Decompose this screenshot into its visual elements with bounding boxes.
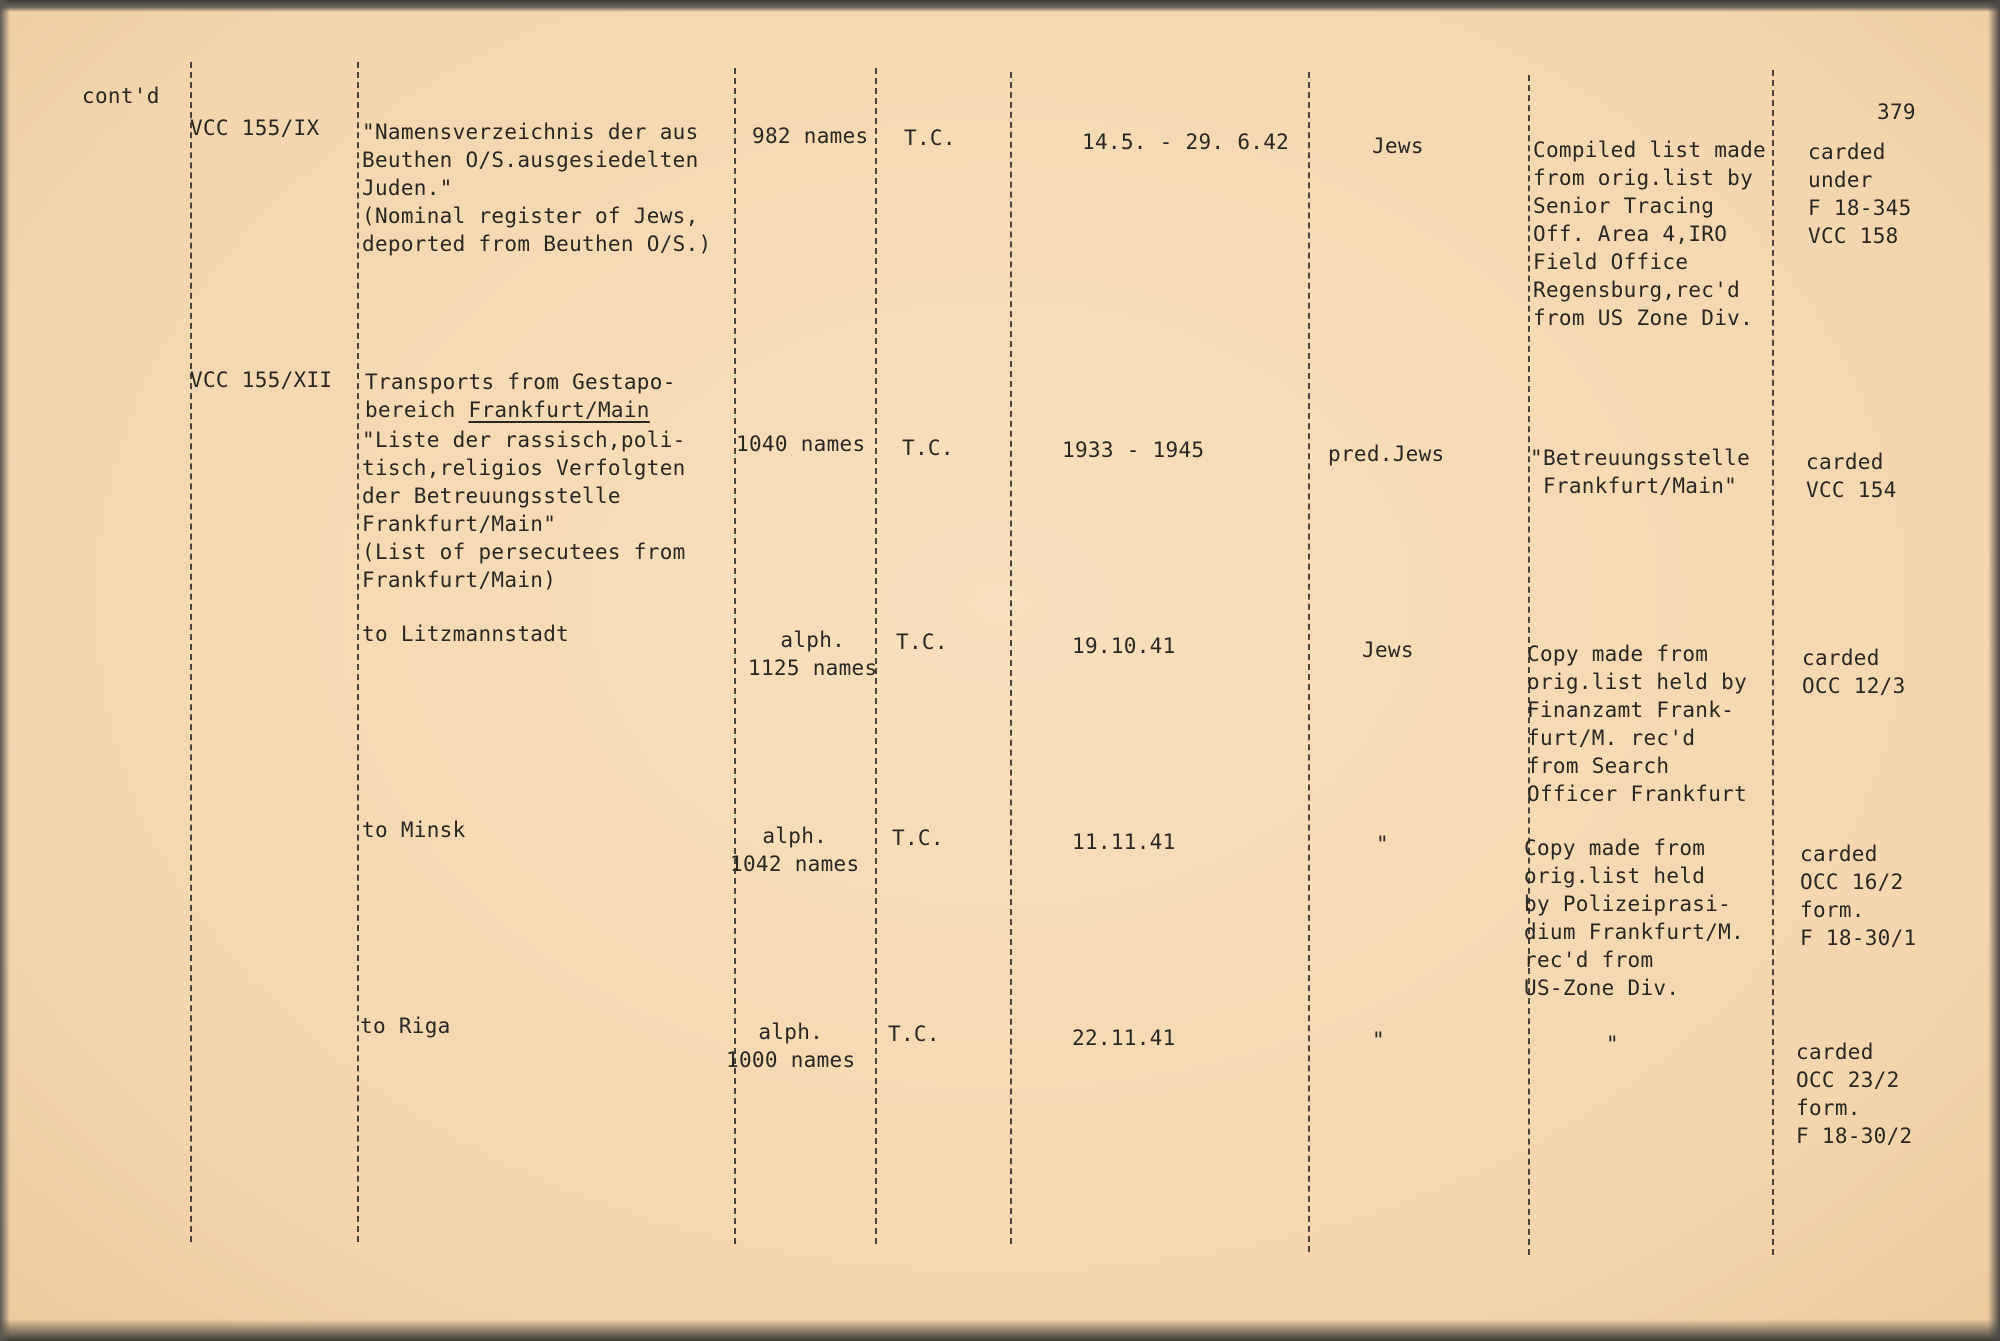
page-edge-left bbox=[0, 0, 10, 1341]
entry-ref: VCC 155/IX bbox=[190, 116, 320, 140]
entry-count: alph. 1000 names bbox=[726, 1020, 856, 1072]
entry-title bbox=[365, 368, 676, 424]
entry-description: to Litzmannstadt bbox=[362, 622, 570, 646]
column-rule bbox=[357, 62, 359, 1242]
entry-category: " bbox=[1376, 832, 1389, 856]
entry-source: Compiled list made from orig.list by Senior Tracing Off. Area 4,IRO Field Office Regensburg,rec'd from US Zone Div. bbox=[1533, 138, 1766, 330]
entry-status: carded OCC 12/3 bbox=[1802, 646, 1906, 698]
entry-type: T.C. bbox=[902, 436, 954, 460]
entry-dates: 19.10.41 bbox=[1072, 634, 1176, 658]
entry-type: T.C. bbox=[896, 630, 948, 654]
entry-source: Copy made from orig.list held by Finanzamt Frank- furt/M. rec'd from Search Officer Frankfurt bbox=[1527, 642, 1748, 806]
column-rule bbox=[1308, 72, 1310, 1252]
entry-category: " bbox=[1372, 1028, 1385, 1052]
entry-dates: 11.11.41 bbox=[1072, 830, 1176, 854]
entry-description: to Minsk bbox=[362, 818, 466, 842]
entry-source: Copy made from orig.list held by Polizeiprasi- dium Frankfurt/M. rec'd from US-Zone Div. bbox=[1524, 836, 1745, 1000]
entry-status: carded VCC 154 bbox=[1806, 450, 1897, 502]
entry-type: T.C. bbox=[904, 126, 956, 150]
entry-type: T.C. bbox=[892, 826, 944, 850]
entry-category: pred.Jews bbox=[1328, 442, 1445, 466]
entry-dates: 1933 - 1945 bbox=[1062, 438, 1205, 462]
entry-dates: 14.5. - 29. 6.42 bbox=[1082, 130, 1290, 154]
entry-description: to Riga bbox=[360, 1014, 451, 1038]
entry-source: "Betreuungsstelle Frankfurt/Main" bbox=[1530, 446, 1751, 498]
entry-count: alph. 1125 names bbox=[748, 628, 878, 680]
entry-category: Jews bbox=[1372, 134, 1424, 158]
entry-title-place: Frankfurt/Main bbox=[468, 398, 650, 422]
column-rule bbox=[1772, 70, 1774, 1255]
entry-dates: 22.11.41 bbox=[1072, 1026, 1176, 1050]
entry-category: Jews bbox=[1362, 638, 1414, 662]
entry-description: "Liste der rassisch,poli- tisch,religios Verfolgten der Betreuungsstelle Frankfurt/Main" (List of persecutees from Frankfurt/Main) bbox=[362, 428, 686, 592]
entry-status: carded OCC 16/2 form. F 18-30/1 bbox=[1800, 842, 1917, 950]
entry-count: 982 names bbox=[752, 124, 869, 148]
entry-description: "Namensverzeichnis der aus Beuthen O/S.ausgesiedelten Juden." (Nominal register of Jews, deported from Beuthen O/S.) bbox=[362, 120, 712, 256]
column-rule bbox=[1010, 72, 1012, 1244]
page-edge-right bbox=[1988, 0, 2000, 1341]
entry-count: 1040 names bbox=[736, 432, 866, 456]
page-number: 379 bbox=[1877, 100, 1916, 124]
entry-source: " bbox=[1606, 1032, 1619, 1056]
entry-status: carded under F 18-345 VCC 158 bbox=[1808, 140, 1912, 248]
entry-status: carded OCC 23/2 form. F 18-30/2 bbox=[1796, 1040, 1913, 1148]
entry-type: T.C. bbox=[888, 1022, 940, 1046]
column-rule bbox=[190, 62, 192, 1242]
contd-label: cont'd bbox=[82, 84, 160, 108]
page-edge-top bbox=[0, 0, 2000, 12]
entry-ref: VCC 155/XII bbox=[190, 368, 333, 392]
entry-title-prefix: Transports from Gestapo- bereich bbox=[365, 370, 676, 422]
entry-count: alph. 1042 names bbox=[730, 824, 860, 876]
page-edge-bottom bbox=[0, 1319, 2000, 1341]
